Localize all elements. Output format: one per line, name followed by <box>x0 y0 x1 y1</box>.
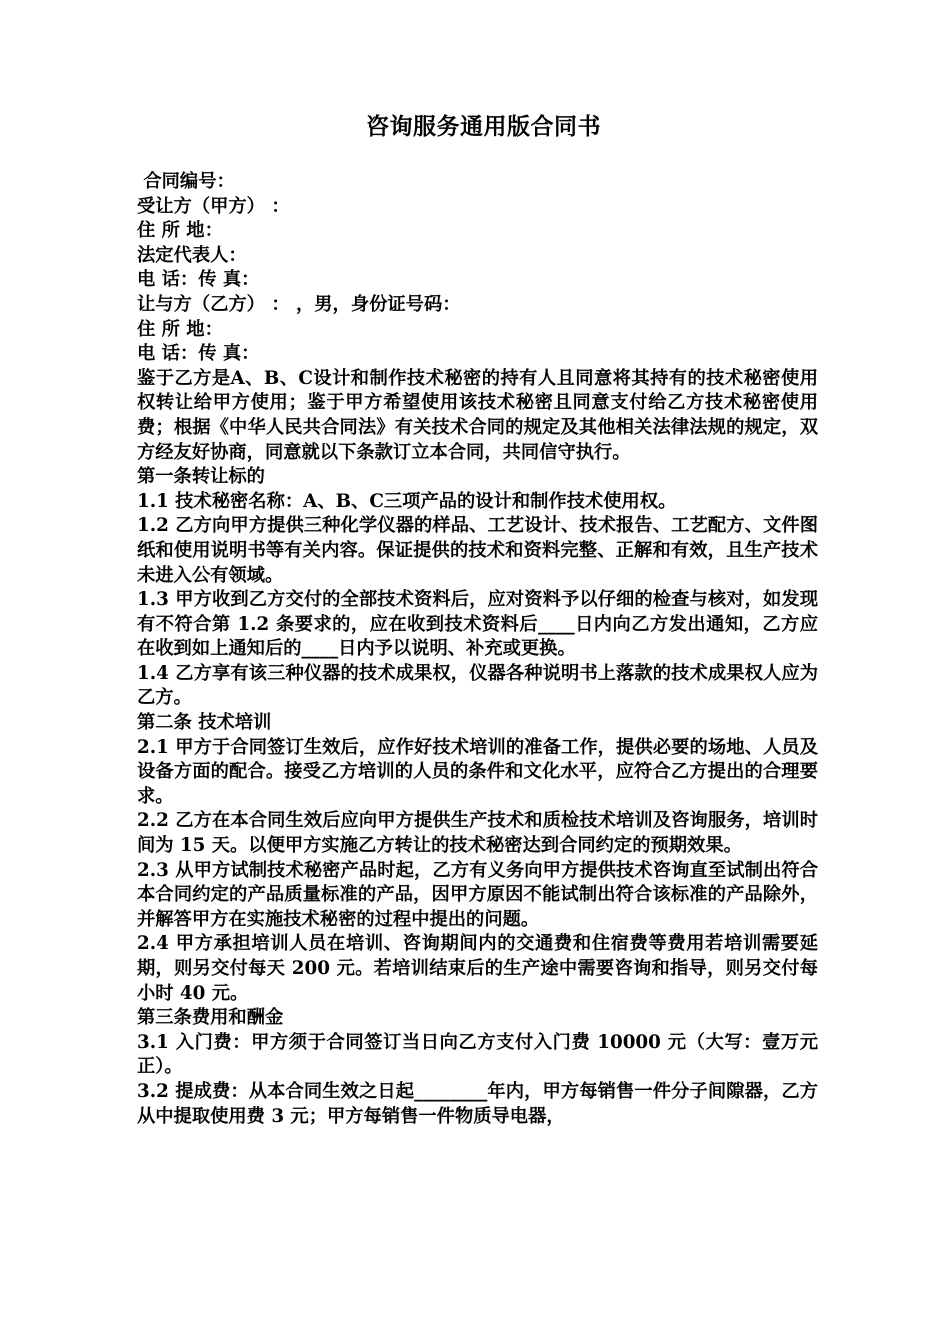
legal-representative-line: 法定代表人： <box>137 244 247 266</box>
article-2-heading: 第二条 技术培训 <box>137 712 272 734</box>
party-b-line: 让与方（乙方） ： ，男，身份证号码： <box>137 293 461 315</box>
clause-1-3: 1.3 甲方收到乙方交付的全部技术资料后，应对资料予以仔细的检查与核对，如发现有不符合第 1.2 条要求的，应在收到技术资料后____日内向乙方发出通知，乙方应在收到如上通知后的____日内予以说明、补充或更换。 <box>137 589 818 660</box>
contract-body <box>137 170 818 1129</box>
party-a-phone-fax-line: 电 话：传 真： <box>137 269 260 291</box>
article-3-heading: 第三条费用和酬金 <box>137 1007 284 1029</box>
clause-2-3: 2.3 从甲方试制技术秘密产品时起，乙方有义务向甲方提供技术咨询直至试制出符合本合同约定的产品质量标准的产品，因甲方原因不能试制出符合该标准的产品除外，并解答甲方在实施技术秘密的过程中提出的问题。 <box>137 859 818 930</box>
clause-1-4: 1.4 乙方享有该三种仪器的技术成果权，仪器各种说明书上落款的技术成果权人应为乙方。 <box>137 662 818 709</box>
clause-2-2: 2.2 乙方在本合同生效后应向甲方提供生产技术和质检技术培训及咨询服务，培训时间为 15 天。以便甲方实施乙方转让的技术秘密达到合同约定的预期效果。 <box>137 810 818 857</box>
party-b-phone-fax-line: 电 话：传 真： <box>137 343 260 365</box>
clause-3-2: 3.2 提成费：从本合同生效之日起________年内，甲方每销售一件分子间隙器，乙方从中提取使用费 3 元；甲方每销售一件物质导电器， <box>137 1080 818 1127</box>
clause-2-1: 2.1 甲方于合同签订生效后，应作好技术培训的准备工作，提供必要的场地、人员及设备方面的配合。接受乙方培训的人员的条件和文化水平，应符合乙方提出的合理要求。 <box>137 736 818 807</box>
clause-2-4: 2.4 甲方承担培训人员在培训、咨询期间内的交通费和住宿费等费用若培训需要延期，则另交付每天 200 元。若培训结束后的生产途中需要咨询和指导，则另交付每小时 40 元。 <box>137 933 818 1004</box>
clause-3-1: 3.1 入门费：甲方须于合同签订当日向乙方支付入门费 10000 元（大写：壹万元正）。 <box>137 1031 818 1078</box>
preamble-paragraph: 鉴于乙方是A、B、C设计和制作技术秘密的持有人且同意将其持有的技术秘密使用权转让给甲方使用；鉴于甲方希望使用该技术秘密且同意支付给乙方技术秘密使用费；根据《中华人民共合同法》有关技术合同的规定及其他相关法律法规的规定，双方经友好协商，同意就以下条款订立本合同，共同信守执行。 <box>137 367 818 463</box>
party-a-line: 受让方（甲方） ： <box>137 195 290 217</box>
contract-number-line: 合同编号： <box>137 171 235 192</box>
article-1-heading: 第一条转让标的 <box>137 466 265 488</box>
document-title: 咨询服务通用版合同书 <box>366 113 601 140</box>
clause-1-2: 1.2 乙方向甲方提供三种化学仪器的样品、工艺设计、技术报告、工艺配方、文件图纸和使用说明书等有关内容。保证提供的技术和资料完整、正解和有效，且生产技术未进入公有领域。 <box>137 515 818 586</box>
clause-1-1: 1.1 技术秘密名称：A、B、C三项产品的设计和制作技术使用权。 <box>137 490 677 512</box>
party-a-address-line: 住 所 地： <box>137 220 223 242</box>
party-b-address-line: 住 所 地： <box>137 318 223 340</box>
